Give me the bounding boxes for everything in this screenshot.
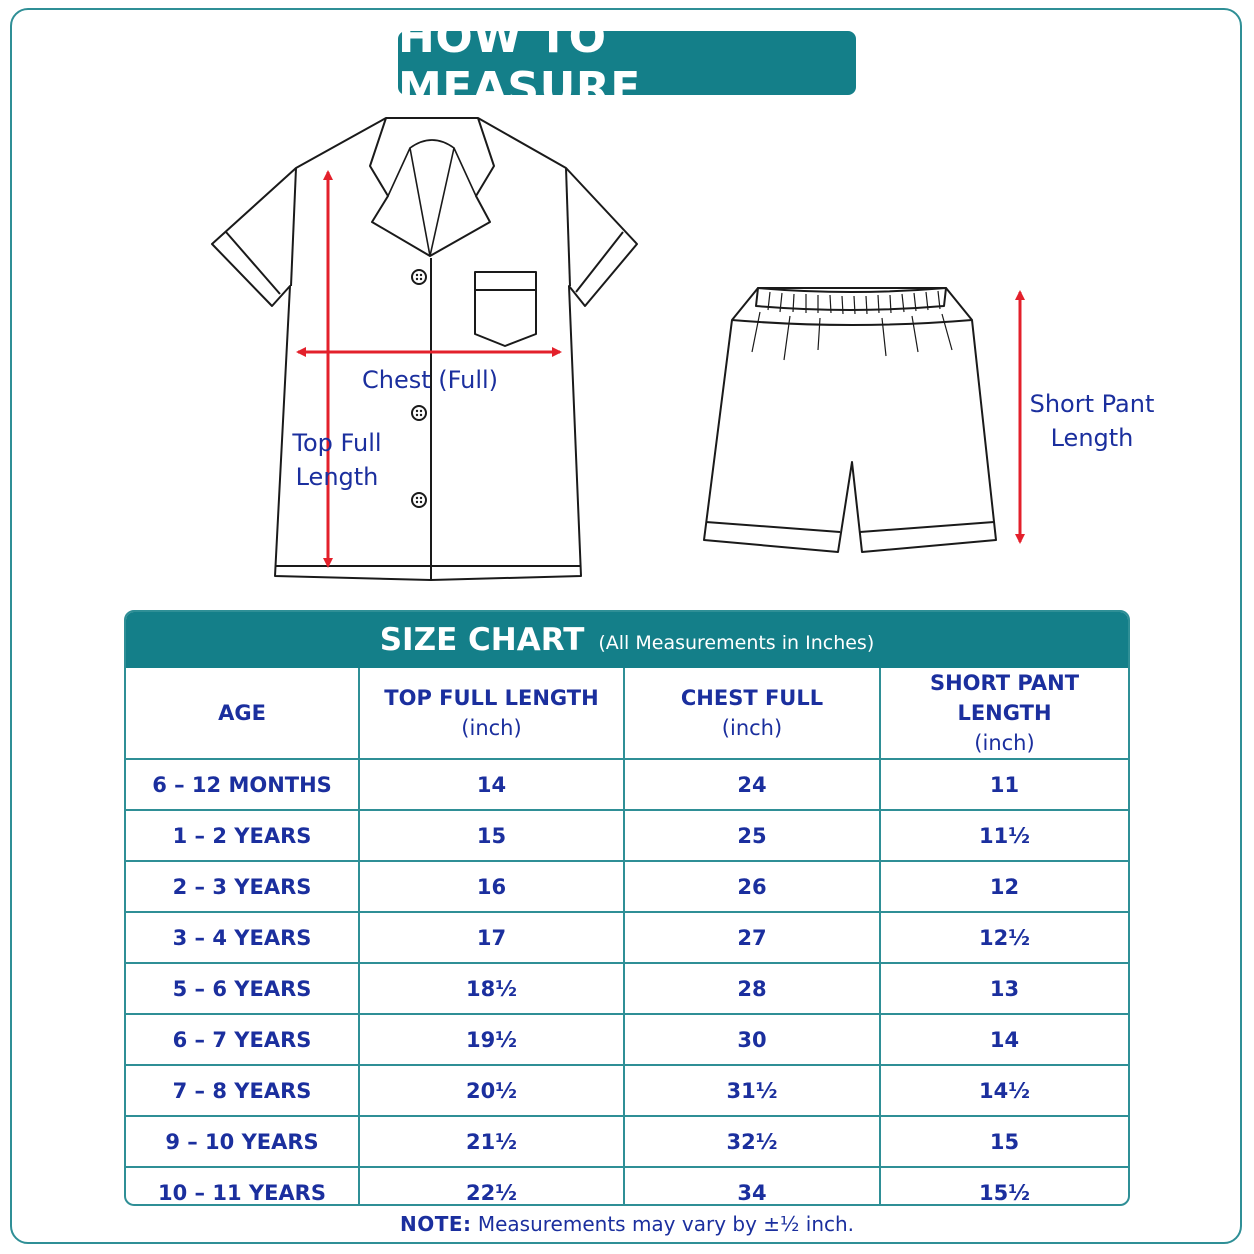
table-row [126, 1167, 1128, 1206]
short-length-label-line1: Short Pant [1029, 390, 1155, 418]
note-text: Measurements may vary by ±½ inch. [477, 1212, 855, 1236]
table-row [126, 912, 1128, 963]
cell-age: 2 – 3 YEARS [126, 861, 359, 912]
cell-age: 9 – 10 YEARS [126, 1116, 359, 1167]
column-header-unit: (inch) [974, 731, 1035, 755]
cell-age: 6 – 7 YEARS [126, 1014, 359, 1065]
column-header-row [126, 668, 1128, 759]
cell-short-length: 14 [880, 1014, 1128, 1065]
column-header-label: CHEST FULL [680, 686, 824, 710]
cell-chest: 31½ [624, 1065, 880, 1116]
column-header-unit: (inch) [721, 716, 783, 740]
table-row [126, 1116, 1128, 1167]
cell-top-length: 17 [359, 912, 624, 963]
cell-top-length: 22½ [359, 1167, 624, 1206]
cell-top-length: 19½ [359, 1014, 624, 1065]
size-chart [124, 610, 1130, 1206]
cell-chest: 28 [624, 963, 880, 1014]
cell-top-length: 15 [359, 810, 624, 861]
cell-short-length: 12 [880, 861, 1128, 912]
size-chart-header [126, 612, 1128, 668]
column-header-age [126, 668, 359, 759]
shirt-illustration [212, 118, 637, 580]
size-chart-title: SIZE CHART [379, 622, 585, 658]
shorts-illustration [704, 288, 996, 552]
cell-short-length: 14½ [880, 1065, 1128, 1116]
table-row [126, 810, 1128, 861]
column-header-label: AGE [218, 701, 266, 725]
cell-chest: 25 [624, 810, 880, 861]
top-length-label-line1: Top Full [292, 429, 382, 457]
cell-chest: 24 [624, 759, 880, 810]
cell-age: 7 – 8 YEARS [126, 1065, 359, 1116]
cell-chest: 30 [624, 1014, 880, 1065]
cell-age: 6 – 12 MONTHS [126, 759, 359, 810]
column-header-label: SHORT PANT LENGTH [929, 671, 1080, 725]
cell-short-length: 13 [880, 963, 1128, 1014]
cell-short-length: 11½ [880, 810, 1128, 861]
cell-chest: 26 [624, 861, 880, 912]
column-header-top-length [359, 668, 624, 759]
top-length-label [272, 426, 402, 494]
measurement-diagram [0, 0, 1254, 600]
cell-chest: 27 [624, 912, 880, 963]
table-row [126, 963, 1128, 1014]
cell-short-length: 12½ [880, 912, 1128, 963]
size-table [126, 668, 1128, 1206]
short-length-label-line2: Length [1050, 424, 1134, 452]
cell-top-length: 18½ [359, 963, 624, 1014]
cell-short-length: 15 [880, 1116, 1128, 1167]
cell-chest: 34 [624, 1167, 880, 1206]
cell-short-length: 15½ [880, 1167, 1128, 1206]
cell-chest: 32½ [624, 1116, 880, 1167]
column-header-short-length [880, 668, 1128, 759]
note-label: NOTE: [399, 1212, 472, 1236]
page-title: HOW TO MEASURE [398, 12, 641, 114]
cell-top-length: 20½ [359, 1065, 624, 1116]
cell-age: 1 – 2 YEARS [126, 810, 359, 861]
footer-note [0, 1212, 1254, 1236]
column-header-chest [624, 668, 880, 759]
top-length-label-line2: Length [295, 463, 379, 491]
table-row [126, 759, 1128, 810]
table-row [126, 1065, 1128, 1116]
cell-age: 10 – 11 YEARS [126, 1167, 359, 1206]
cell-age: 5 – 6 YEARS [126, 963, 359, 1014]
cell-age: 3 – 4 YEARS [126, 912, 359, 963]
table-row [126, 861, 1128, 912]
short-length-label [1026, 387, 1158, 455]
cell-short-length: 11 [880, 759, 1128, 810]
table-row [126, 1014, 1128, 1065]
chest-label: Chest (Full) [361, 366, 499, 394]
size-chart-subtitle: (All Measurements in Inches) [598, 632, 875, 654]
cell-top-length: 16 [359, 861, 624, 912]
cell-top-length: 14 [359, 759, 624, 810]
column-header-label: TOP FULL LENGTH [384, 686, 599, 710]
column-header-unit: (inch) [461, 716, 522, 740]
cell-top-length: 21½ [359, 1116, 624, 1167]
